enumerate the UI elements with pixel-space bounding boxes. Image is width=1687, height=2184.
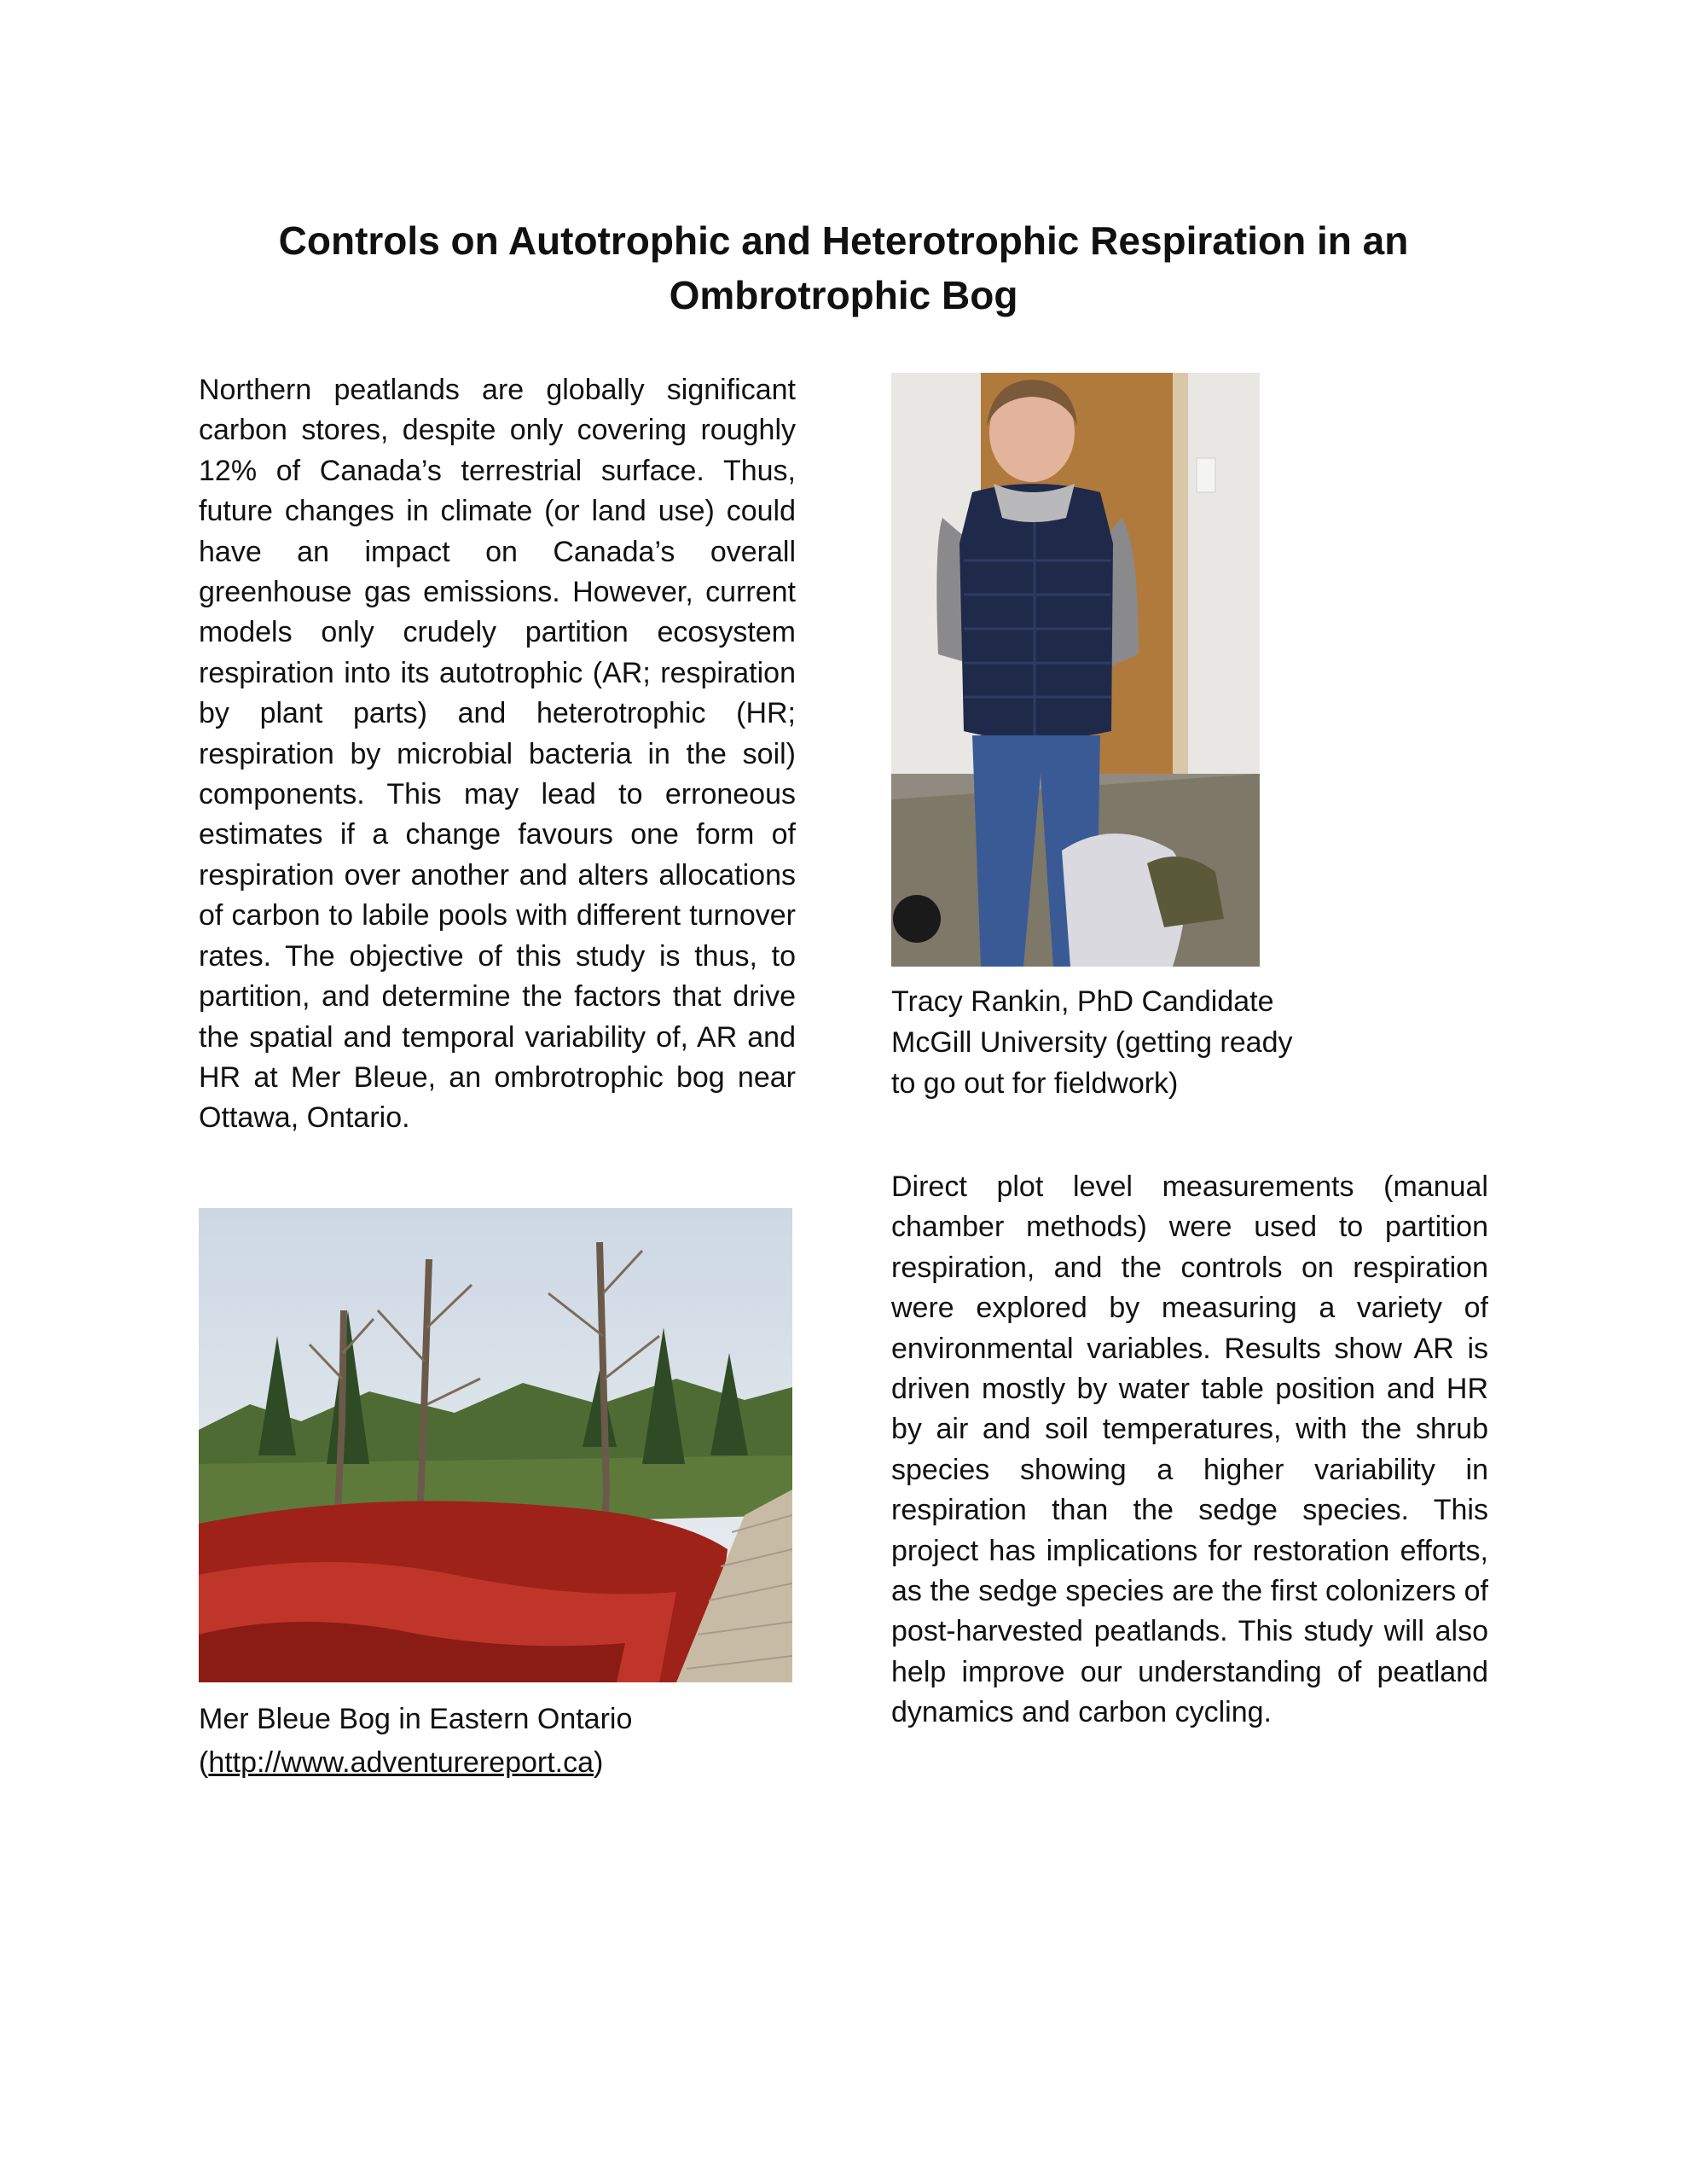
results-paragraph: Direct plot level measurements (manual chamber methods) were used to partition respiration, and the controls on respiration were explored by measuring a variety of environmental variables. Results show AR is driven mostly by water table position and HR by air and soil temperatures, with the shrub species showing a higher variability in respiration than the sedge species. This project has implications for restoration efforts, as the sedge species are the first colonizers of post-harvested peatlands. This study will also help improve our understanding of peatland dynamics and carbon cycling. xyxy=(891,1170,1488,1729)
bog-caption-close-paren: ) xyxy=(594,1746,604,1779)
intro-paragraph: Northern peatlands are globally significant carbon stores, despite only covering roughly 12% of Canada’s terrestrial surface. Thus, future changes in climate (or land use) could have an impact on Canada’s overall greenhouse gas emissions. However, current models only crudely partition ecosystem respiration into its autotrophic (AR; respiration by plant parts) and heterotrophic (HR; respiration by microbial bacteria in the soil) components. This may lead to erroneous estimates if a change favours one form of respiration over another and alters allocations of carbon to labile pools with different turnover rates. The objective of this study is thus, to partition, and determine the factors that drive the spatial and temporal variability of, AR and HR at Mer Bleue, an ombrotrophic bog near Ottawa, Ontario. xyxy=(199,374,796,1135)
bog-photo xyxy=(199,1208,792,1682)
bog-caption-open-paren: ( xyxy=(199,1746,209,1779)
researcher-caption-line-3: to go out for fieldwork) xyxy=(891,1067,1179,1100)
bog-caption-line-2 xyxy=(199,1741,813,1785)
title-line-1: Controls on Autotrophic and Heterotrophic Respiration in an xyxy=(278,218,1409,263)
researcher-photo xyxy=(891,373,1260,967)
researcher-caption-line-2: McGill University (getting ready xyxy=(891,1026,1293,1059)
bog-caption xyxy=(199,1698,813,1785)
source-link[interactable]: http://www.adventurereport.ca xyxy=(208,1746,594,1779)
bog-caption-line-1: Mer Bleue Bog in Eastern Ontario xyxy=(199,1703,633,1735)
page-title xyxy=(196,213,1491,322)
researcher-caption xyxy=(891,981,1369,1104)
title-line-2: Ombrotrophic Bog xyxy=(669,273,1018,317)
researcher-caption-line-1: Tracy Rankin, PhD Candidate xyxy=(891,985,1274,1018)
